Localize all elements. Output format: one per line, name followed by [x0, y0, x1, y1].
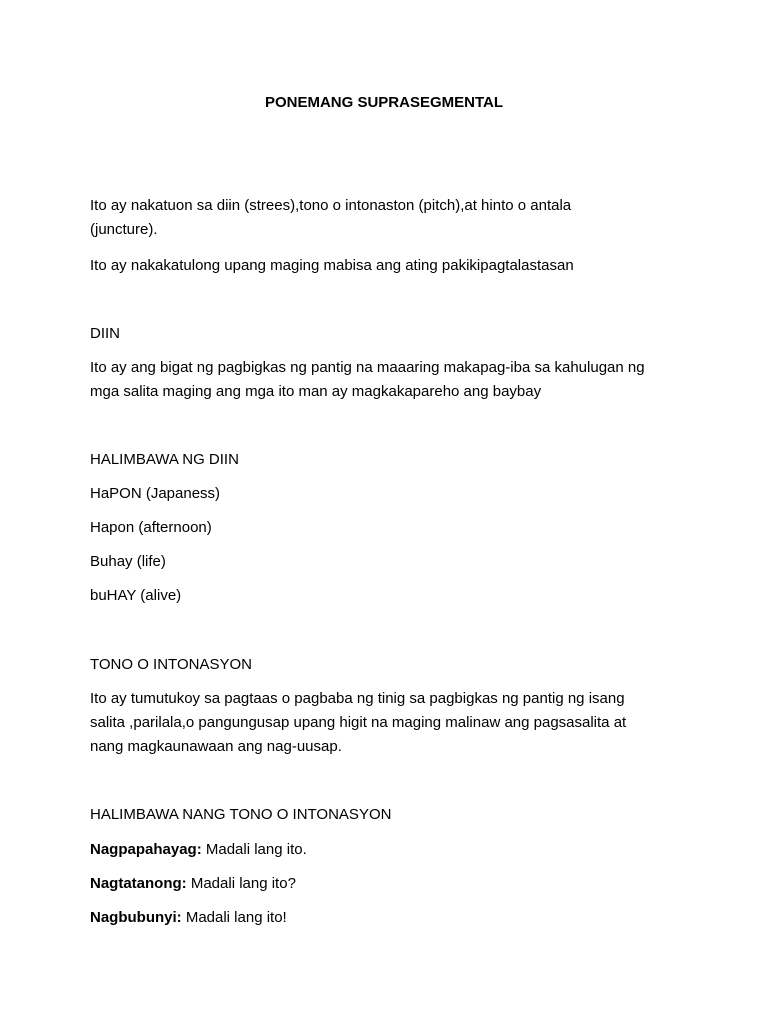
- section-heading-tono: TONO O INTONASYON: [90, 656, 252, 673]
- tono-line-1: Ito ay tumutukoy sa pagtaas o pagbaba ng tinig sa pagbigkas ng pantig ng isang: [90, 690, 625, 707]
- diin-line-2: mga salita maging ang mga ito man ay magkakapareho ang baybay: [90, 383, 542, 400]
- tono-example: [90, 840, 307, 860]
- diin-example: Hapon (afternoon): [90, 519, 212, 536]
- section-heading-halimbawa-tono: HALIMBAWA NANG TONO O INTONASYON: [90, 806, 392, 823]
- intro-line-1: Ito ay nakatuon sa diin (strees),tono o intonaston (pitch),at hinto o antala: [90, 197, 572, 214]
- tono-example-label: Nagpapahayag:: [90, 841, 202, 858]
- tono-example-label: Nagbubunyi:: [90, 909, 182, 926]
- tono-line-2: salita ,parilala,o pangungusap upang higit na maging malinaw ang pagsasalita at: [90, 714, 627, 731]
- tono-line-3: nang magkaunawaan ang nag-uusap.: [90, 738, 342, 755]
- diin-example: Buhay (life): [90, 553, 166, 570]
- tono-example-text: Madali lang ito?: [186, 875, 296, 892]
- tono-example: [90, 908, 287, 928]
- page-title: PONEMANG SUPRASEGMENTAL: [264, 94, 504, 111]
- intro-line-2: (juncture).: [90, 221, 158, 238]
- tono-example-text: Madali lang ito.: [201, 841, 307, 858]
- diin-example: buHAY (alive): [90, 587, 182, 604]
- tono-example-label: Nagtatanong:: [90, 875, 187, 892]
- intro-line-3: Ito ay nakakatulong upang maging mabisa ang ating pakikipagtalastasan: [90, 257, 574, 274]
- diin-example: HaPON (Japaness): [90, 485, 221, 502]
- section-heading-diin: DIIN: [90, 325, 120, 342]
- tono-example-text: Madali lang ito!: [181, 909, 287, 926]
- diin-line-1: Ito ay ang bigat ng pagbigkas ng pantig na maaaring makapag-iba sa kahulugan ng: [90, 359, 645, 376]
- tono-example: [90, 874, 296, 894]
- section-heading-halimbawa-diin: HALIMBAWA NG DIIN: [90, 451, 239, 468]
